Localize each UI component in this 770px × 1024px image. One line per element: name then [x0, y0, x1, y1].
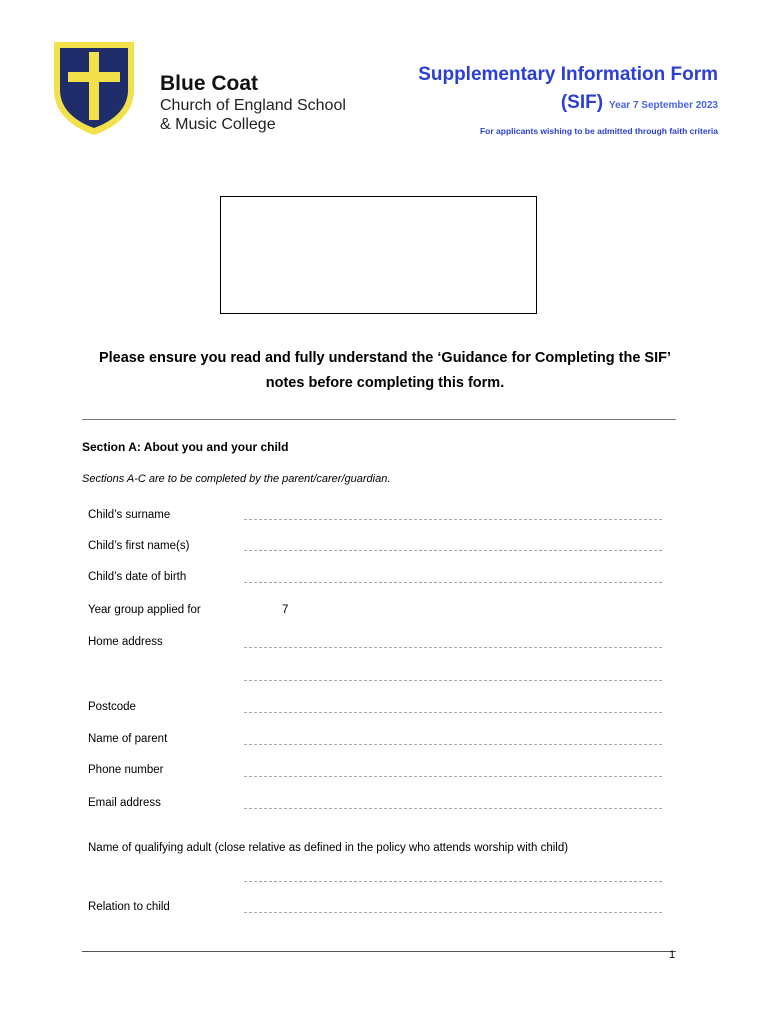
form-code-line — [561, 92, 718, 114]
form-subtitle: For applicants wishing to be admitted through faith criteria — [479, 126, 718, 136]
form-year: Year 7 September 2023 — [609, 100, 718, 111]
email-address-label: Email address — [88, 797, 161, 809]
child-first-name-field[interactable] — [244, 550, 662, 551]
postcode-field[interactable] — [244, 712, 662, 713]
section-a-title: Section A: About you and your child — [82, 440, 289, 454]
child-surname-label: Child’s surname — [88, 509, 171, 521]
home-address-label: Home address — [88, 636, 163, 648]
year-group-value: 7 — [282, 604, 289, 616]
form-title: Supplementary Information Form — [418, 64, 718, 85]
postcode-label: Postcode — [88, 701, 136, 713]
relation-to-child-field[interactable] — [244, 912, 662, 913]
email-address-field[interactable] — [244, 808, 662, 809]
phone-number-label: Phone number — [88, 764, 164, 776]
child-first-name-label: Child’s first name(s) — [88, 540, 190, 552]
guidance-notice: Please ensure you read and fully understand the ‘Guidance for Completing the SIF’ notes before completing this form. — [98, 350, 672, 391]
school-name-line2: Church of England School — [160, 97, 346, 114]
footer-divider — [82, 951, 676, 952]
qualifying-adult-field[interactable] — [244, 881, 662, 882]
parent-name-label: Name of parent — [88, 733, 168, 745]
child-dob-label: Child’s date of birth — [88, 571, 187, 583]
form-code: (SIF) — [560, 92, 604, 113]
home-address-field-line2[interactable] — [244, 680, 662, 681]
qualifying-adult-label: Name of qualifying adult (close relative as defined in the policy who attends worship with child) — [88, 842, 569, 854]
year-group-label: Year group applied for — [88, 604, 201, 616]
child-dob-field[interactable] — [244, 582, 662, 583]
parent-name-field[interactable] — [244, 744, 662, 745]
reference-box[interactable] — [220, 196, 537, 314]
section-a-note: Sections A-C are to be completed by the parent/carer/guardian. — [82, 473, 391, 485]
school-crest-logo — [52, 40, 136, 136]
divider — [82, 419, 676, 420]
relation-to-child-label: Relation to child — [88, 901, 170, 913]
school-name: Blue Coat — [160, 72, 259, 95]
child-surname-field[interactable] — [244, 519, 662, 520]
phone-number-field[interactable] — [244, 776, 662, 777]
school-name-line3: & Music College — [160, 116, 276, 133]
page-number: 1 — [669, 949, 676, 961]
home-address-field-line1[interactable] — [244, 647, 662, 648]
